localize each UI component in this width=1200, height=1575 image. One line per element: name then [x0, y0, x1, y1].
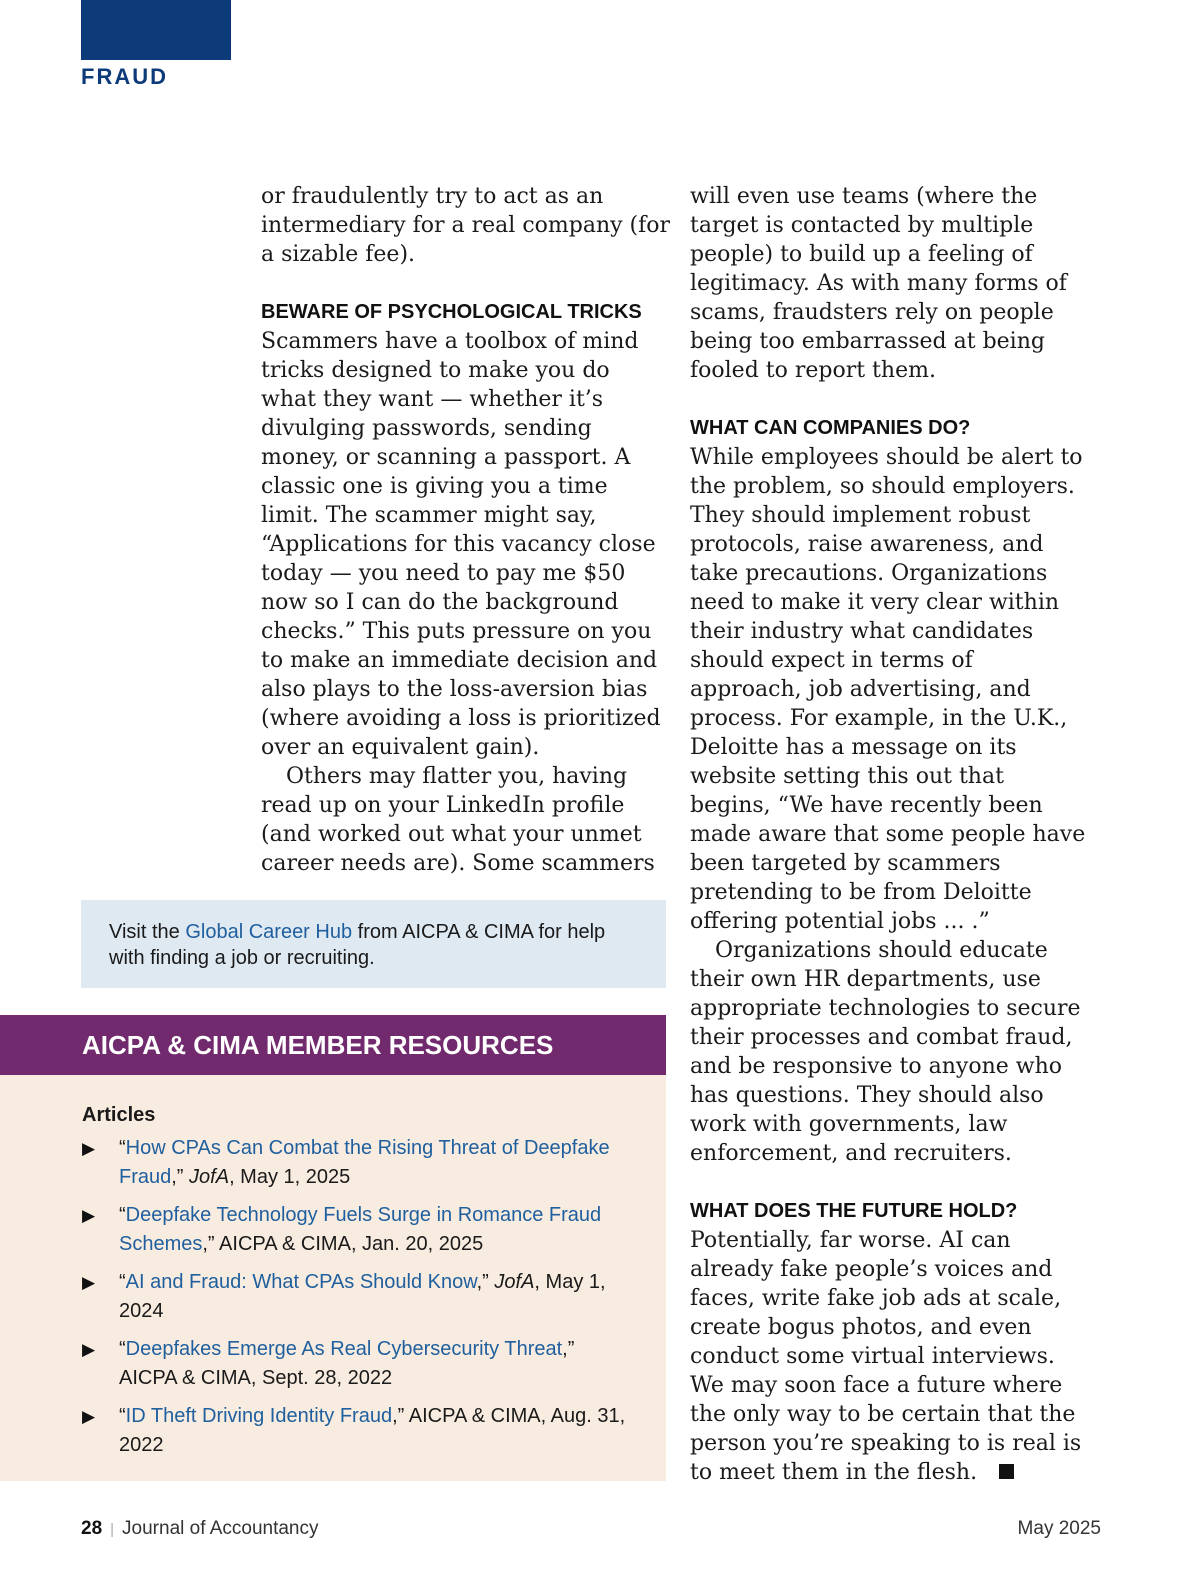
article-column-middle — [261, 182, 671, 878]
paragraph: will even use teams (where the target is contacted by multiple people) to build up a feeling of legitimacy. As with many forms of scams, fraudsters rely on people being too embarrassed at being fooled to report them. — [690, 184, 1067, 383]
paragraph: Organizations should educate their own HR departments, use appropriate technologies to secure their processes and combat fraud, and be responsive to anyone who has questions. They should also work with governments, law enforcement, and recruiters. — [690, 938, 1081, 1166]
paragraph-final: Potentially, far worse. AI can already fake people’s voices and faces, write fake job ads at scale, create bogus photos, and even conduct some virtual interviews. We may soon face a future where the only way to be certain that the person you’re speaking to is real is to meet them in the flesh. — [690, 1228, 1082, 1485]
resources-subtitle: Articles — [82, 1104, 156, 1126]
resource-link[interactable]: ID Theft Driving Identity Fraud — [125, 1405, 393, 1427]
triangle-bullet-icon: ▶ — [82, 1206, 96, 1225]
footer-separator: | — [110, 1521, 115, 1538]
triangle-bullet-icon: ▶ — [82, 1340, 96, 1359]
section-heading-future: WHAT DOES THE FUTURE HOLD? — [690, 1200, 1018, 1222]
paragraph: While employees should be alert to the problem, so should employers. They should implement robust protocols, raise awareness, and take precautions. Organizations need to make it very clear within their industry what candidates should expect in terms of approach, job advertising, and process. For example, in the U.K., Deloitte has a message on its website setting this out that begins, “We have recently been made aware that some people have been targeted by scammers pretending to be from Deloitte offering potential jobs ... .” — [690, 445, 1086, 934]
footer-issue-date: May 2025 — [1017, 1518, 1101, 1539]
section-label: FRAUD — [81, 64, 168, 89]
resource-item: ▶ “Deepfake Technology Fuels Surge in Romance Fraud Schemes,” AICPA & CIMA, Jan. 20, 2025 — [82, 1201, 626, 1259]
triangle-bullet-icon: ▶ — [82, 1407, 96, 1426]
paragraph: Others may flatter you, having read up on your LinkedIn profile (and worked out what your unmet career needs are). Some scammers — [261, 764, 655, 876]
footer-left — [81, 1518, 319, 1540]
resource-item: ▶ “How CPAs Can Combat the Rising Threat of Deepfake Fraud,” JofA, May 1, 2025 — [82, 1134, 626, 1192]
resource-item: ▶ “ID Theft Driving Identity Fraud,” AICPA & CIMA, Aug. 31, 2022 — [82, 1402, 626, 1460]
resource-item: ▶ “Deepfakes Emerge As Real Cybersecurity Threat,” AICPA & CIMA, Sept. 28, 2022 — [82, 1335, 626, 1393]
triangle-bullet-icon: ▶ — [82, 1273, 96, 1292]
resources-panel — [0, 1075, 666, 1481]
paragraph: or fraudulently try to act as an intermediary for a real company (for a sizable fee). — [261, 184, 671, 267]
resource-link[interactable]: How CPAs Can Combat the Rising Threat of Deepfake Fraud — [119, 1137, 610, 1188]
section-tab-block — [81, 0, 231, 60]
resources-header: AICPA & CIMA MEMBER RESOURCES — [0, 1015, 666, 1075]
article-column-right — [690, 182, 1090, 1487]
resource-link[interactable]: Deepfake Technology Fuels Surge in Romance Fraud Schemes — [119, 1204, 602, 1255]
page-number: 28 — [81, 1518, 103, 1539]
global-career-hub-link[interactable]: Global Career Hub — [185, 921, 353, 943]
resource-item: ▶ “AI and Fraud: What CPAs Should Know,” JofA, May 1, 2024 — [82, 1268, 626, 1326]
triangle-bullet-icon: ▶ — [82, 1139, 96, 1158]
publication-name: Journal of Accountancy — [122, 1518, 319, 1539]
resource-link[interactable]: Deepfakes Emerge As Real Cybersecurity Threat — [125, 1338, 563, 1360]
resource-link[interactable]: AI and Fraud: What CPAs Should Know — [125, 1271, 477, 1293]
career-hub-callout: Visit the Global Career Hub from AICPA & CIMA for help with finding a job or recruiting. — [81, 900, 666, 988]
resources-list — [82, 1134, 626, 1460]
section-heading-psychological-tricks: BEWARE OF PSYCHOLOGICAL TRICKS — [261, 301, 642, 323]
paragraph: Scammers have a toolbox of mind tricks designed to make you do what they want — whether it’s divulging passwords, sending money, or scanning a passport. A classic one is giving you a time limit. The scammer might say, “Applications for this vacancy close today — you need to pay me $50 now so I can do the background checks.” This puts pressure on you to make an immediate decision and also plays to the loss-aversion bias (where avoiding a loss is prioritized over an equivalent gain). — [261, 329, 661, 760]
section-heading-companies: WHAT CAN COMPANIES DO? — [690, 417, 971, 439]
end-of-article-mark — [999, 1464, 1014, 1479]
